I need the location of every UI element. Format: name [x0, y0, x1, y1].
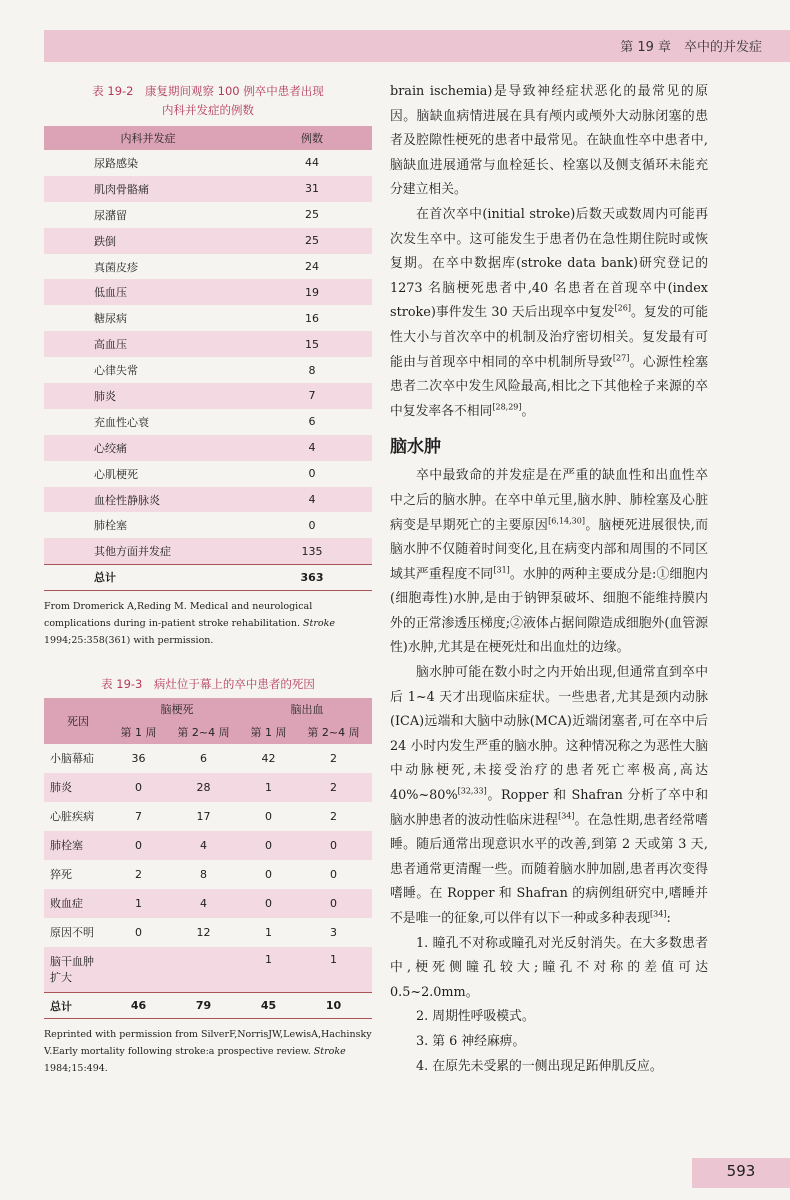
- table1-complication: 血栓性静脉炎: [44, 487, 252, 513]
- table2-cell: 0: [112, 773, 165, 802]
- table2-header-row1: [44, 698, 372, 721]
- table1-row: [44, 305, 372, 331]
- table2-cell: 0: [242, 831, 295, 860]
- table1-total-value: 363: [252, 564, 372, 590]
- p4-text-c: 。在急性期,患者经常嗜睡。随后通常出现意识水平的改善,到第 2 天或第 3 天,患者通常更清醒一些。而随着脑水肿加剧,患者再次变得嗜睡。在 Ropper 和 Shafran 的病例组研究中,嗜睡并不是唯一的征象,可以伴有以下一种或多种表现: [390, 812, 708, 926]
- table1-complication: 心肌梗死: [94, 467, 138, 481]
- table2-col-infarct: 脑梗死: [112, 698, 242, 721]
- table1-source-text: From Dromerick A,Reding M. Medical and neurological complications during in-patient stroke rehabilitation.: [44, 600, 313, 629]
- table2-body: [44, 744, 372, 947]
- table2-cell: 0: [135, 925, 143, 939]
- table1-source-tail: 1994;25:358(361) with permission.: [44, 634, 214, 646]
- table2-cell: 2: [295, 773, 372, 802]
- table2-cell: 7: [135, 809, 143, 823]
- table2-source: [44, 1026, 372, 1077]
- table1-row: [44, 461, 372, 487]
- table1-count: 4: [252, 487, 372, 513]
- table2-cell: 4: [165, 889, 242, 918]
- table1-count: 15: [252, 331, 372, 357]
- table2-cell: 1: [242, 773, 295, 802]
- table1-row: [44, 228, 372, 254]
- list-item: 1. 瞳孔不对称或瞳孔对光反射消失。在大多数患者中,梗死侧瞳孔较大;瞳孔不对称的差值可达 0.5~2.0mm。: [390, 935, 708, 1000]
- table1-complication: 心绞痛: [44, 435, 252, 461]
- table1-total-label: 总计: [44, 564, 252, 590]
- table2-row: [44, 773, 372, 802]
- p2-text-c: 。心源性栓塞患者二次卒中发生风险最高,相比之下其他栓子来源的卒中复发率各不相同: [390, 354, 709, 419]
- table1-complication: 尿潴留: [94, 208, 127, 222]
- table2-cell: 2: [330, 809, 338, 823]
- table2-cell: 36: [131, 751, 146, 765]
- table1-row: [44, 254, 372, 280]
- table2-cell: 0: [112, 831, 165, 860]
- table2-total-a: 46: [112, 993, 165, 1019]
- table1-count: 31: [252, 176, 372, 202]
- table1-complication: 跌倒: [44, 228, 252, 254]
- table2-cell: 17: [196, 809, 211, 823]
- table1-complication: 糖尿病: [94, 312, 127, 326]
- table1-row: [44, 538, 372, 564]
- table2-total-d: 10: [295, 993, 372, 1019]
- page-number: 593: [692, 1158, 790, 1188]
- table2-col-hemorrhage: 脑出血: [242, 698, 372, 721]
- p3-text-a: 卒中最致命的并发症是在严重的缺血性和出血性卒中之后的脑水肿。在卒中单元里,脑水肿、肺栓塞及心脏病变是早期死亡的主要原因: [390, 468, 708, 533]
- table2-cause-brainstem: [44, 947, 112, 993]
- table2-total-c: 45: [242, 993, 295, 1019]
- table1-count: 135: [252, 538, 372, 564]
- table1-count: 24: [305, 260, 319, 273]
- table2-cause: 肺炎: [44, 773, 112, 802]
- table2-cell: 3: [330, 925, 338, 939]
- p3-text-c: 。水肿的两种主要成分是:①细胞内(细胞毒性)水肿,是由于钠钾泵破坏、细胞不能维持膜内外的正常渗透压梯度;②液体占据间隙造成细胞外(血管源性)水肿,尤其是在梗死灶和出血灶的边缘。: [390, 566, 709, 656]
- table2-cell: 12: [196, 925, 211, 939]
- table1-count: 16: [305, 311, 319, 325]
- table2-cell: 0: [295, 889, 372, 918]
- table2-row: [44, 802, 372, 831]
- table1-row: [44, 150, 372, 176]
- table1-count: 0: [308, 467, 316, 481]
- complications-table: [44, 126, 372, 591]
- table2-cell: 1: [242, 947, 295, 993]
- table2-row: [44, 918, 372, 947]
- paragraph-recurrence: [390, 203, 708, 424]
- table1-total-row: [44, 564, 372, 590]
- table1-source-journal: Stroke: [303, 617, 336, 629]
- table1-title-line1: 表 19-2 康复期间观察 100 例卒中患者出现: [92, 84, 324, 98]
- table1-row: [44, 435, 372, 461]
- header-band: [44, 30, 790, 62]
- table2-source-tail: 1984;15:494.: [44, 1063, 108, 1075]
- citation: [6,14,30]: [548, 516, 585, 526]
- table2-col-hem-w24: 第 2~4 周: [295, 721, 372, 744]
- table2-cause: 原因不明: [50, 926, 94, 940]
- table2-cause: 小脑幕疝: [50, 752, 94, 766]
- table2-cell: 0: [330, 867, 338, 881]
- table1-count: 4: [252, 435, 372, 461]
- citation: [27]: [612, 353, 630, 363]
- list-item: 2. 周期性呼吸模式。: [416, 1009, 535, 1025]
- table2-row-brainstem: [44, 947, 372, 993]
- table1-count: 25: [305, 208, 319, 222]
- p2-text-b: 。复发的可能性大小与首次卒中的机制及治疗密切相关。复发最有可能由与首现卒中相同的卒中机制所导致: [390, 305, 708, 370]
- table1-col-complication: 内科并发症: [44, 126, 252, 150]
- table2-cell: 4: [165, 831, 242, 860]
- table1-complication: 低血压: [44, 279, 252, 305]
- citation: [34]: [558, 811, 575, 821]
- citation: [28,29]: [492, 402, 522, 412]
- table1-title-line2: 内科并发症的例数: [162, 103, 254, 117]
- table1-row: [44, 512, 372, 538]
- table1-col-count: 例数: [252, 126, 372, 150]
- citation: [32,33]: [457, 786, 487, 796]
- table1-row: [44, 487, 372, 513]
- brainstem-line1: 脑干血肿: [50, 955, 94, 969]
- table2-cell: 0: [295, 831, 372, 860]
- table2-cell: [112, 947, 165, 993]
- table2-caption: 表 19-3 病灶位于幕上的卒中患者的死因: [101, 676, 315, 691]
- table1-count: 19: [252, 279, 372, 305]
- table1-row: [44, 357, 372, 383]
- brainstem-line2: 扩大: [50, 971, 72, 985]
- table1-count: 0: [308, 518, 316, 532]
- list-item: 3. 第 6 神经麻痹。: [416, 1033, 526, 1049]
- p4-text-a: 脑水肿可能在数小时之内开始出现,但通常直到卒中后 1~4 天才出现临床症状。一些患者,尤其是颈内动脉(ICA)远端和大脑中动脉(MCA)近端闭塞者,可在卒中后 24 小时内发生严重的脑水肿。这种情况称之为恶性大脑中动脉梗死,未接受治疗的患者死亡率极高,高达 40%~80%: [390, 665, 708, 804]
- table2-total-row: [44, 993, 372, 1019]
- right-column: [390, 80, 708, 1079]
- table1-row: [44, 331, 372, 357]
- p3-text-b: 。脑梗死进展很快,而脑水肿不仅随着时间变化,且在病变内部和周围的不同区域其严重程度不同: [390, 517, 708, 582]
- table2-cause: 肺栓塞: [44, 831, 112, 860]
- table2-col-cause: 死因: [44, 698, 112, 744]
- table1-body: [44, 150, 372, 564]
- table1-complication: 肌肉骨骼痛: [44, 176, 252, 202]
- table1-complication: 肺栓塞: [94, 519, 127, 533]
- table1-row: [44, 202, 372, 228]
- citation: [31]: [493, 565, 510, 575]
- table2-row: [44, 831, 372, 860]
- table1-complication: 其他方面并发症: [44, 538, 252, 564]
- table1-count: 7: [252, 383, 372, 409]
- table2-cell: 0: [265, 867, 272, 881]
- paragraph-ischemia: brain ischemia)是导致神经症状恶化的最常见的原因。脑缺血病情进展在具有颅内或颅外大动脉闭塞的患者及腔隙性梗死的患者中最常见。在缺血性卒中患者中,脑缺血进展通常与血栓延长、栓塞以及侧支循环未能充分建立相关。: [390, 84, 708, 198]
- table1-complication: 高血压: [44, 331, 252, 357]
- death-causes-table: [44, 698, 372, 1020]
- table2-cell: [165, 947, 242, 993]
- table2-col-infarct-w24: 第 2~4 周: [165, 721, 242, 744]
- table1-complication: 充血性心衰: [94, 415, 149, 429]
- citation: [26]: [614, 304, 631, 314]
- paragraph-edema: [390, 464, 708, 661]
- table2-source-text: Reprinted with permission from SilverF,NorrisJW,LewisA,Hachinsky V.Early mortality following stroke:a prospective review.: [44, 1029, 372, 1058]
- table2-row: [44, 889, 372, 918]
- table1-count: 6: [308, 415, 316, 429]
- table1-row: [44, 383, 372, 409]
- table2-cell: 0: [242, 889, 295, 918]
- p4-text-d: :: [666, 911, 671, 926]
- table1-complication: 尿路感染: [94, 156, 138, 170]
- citation: [34]: [650, 909, 667, 919]
- table1-row: [44, 409, 372, 435]
- table1-row: [44, 279, 372, 305]
- table2-cause: 心脏疾病: [50, 810, 94, 824]
- table2-total-label: 总计: [44, 993, 112, 1019]
- table2-row: [44, 744, 372, 773]
- p4-text-b: 。Ropper 和 Shafran 分析了卒中和脑水肿患者的波动性临床进程: [390, 788, 708, 828]
- table2-row: [44, 860, 372, 889]
- paragraph-edema-course: [390, 661, 708, 932]
- table2-total-b: 79: [165, 993, 242, 1019]
- table2-cause: 败血症: [44, 889, 112, 918]
- table2-col-infarct-w1: 第 1 周: [112, 721, 165, 744]
- section-heading: 脑水肿: [390, 437, 441, 458]
- p2-text-d: 。: [521, 403, 535, 419]
- table1-count: 8: [308, 363, 316, 377]
- list-item: 4. 在原先未受累的一侧出现足跖伸肌反应。: [416, 1058, 663, 1074]
- table2-cell: 6: [200, 751, 208, 765]
- table1-row: [44, 176, 372, 202]
- table2-source-journal: Stroke: [313, 1046, 346, 1058]
- table1-source: [44, 598, 372, 649]
- table1-header-row: [44, 126, 372, 150]
- table2-cause: 猝死: [50, 868, 72, 882]
- table1-complication: 心律失常: [94, 364, 138, 378]
- p2-text-a: 在首次卒中(initial stroke)后数天或数周内可能再次发生卒中。这可能发生于患者仍在急性期住院时或恢复期。在卒中数据库(stroke data bank)研究登记的 1273 名脑梗死患者中,40 名患者在首现卒中(index stroke)事件发生 30 天后出现卒中复发: [390, 206, 708, 321]
- table1-count: 44: [305, 156, 319, 170]
- table1-count: 25: [252, 228, 372, 254]
- table2-cell: 42: [261, 751, 276, 765]
- table2-cell: 2: [135, 867, 143, 881]
- left-column: [44, 82, 372, 1077]
- table2-cell: 0: [265, 809, 272, 823]
- table2-cell: 1: [112, 889, 165, 918]
- table2-cell: 8: [200, 867, 208, 881]
- table1-caption: [44, 82, 372, 120]
- table2-col-hem-w1: 第 1 周: [242, 721, 295, 744]
- table1-complication: 真菌皮疹: [94, 260, 138, 274]
- chapter-title: 第 19 章 卒中的并发症: [620, 40, 762, 55]
- table2-cell: 2: [330, 751, 338, 765]
- table2-cell: 1: [295, 947, 372, 993]
- table1-complication: 肺炎: [44, 383, 252, 409]
- table2-cell: 28: [165, 773, 242, 802]
- table2-cell: 1: [265, 925, 272, 939]
